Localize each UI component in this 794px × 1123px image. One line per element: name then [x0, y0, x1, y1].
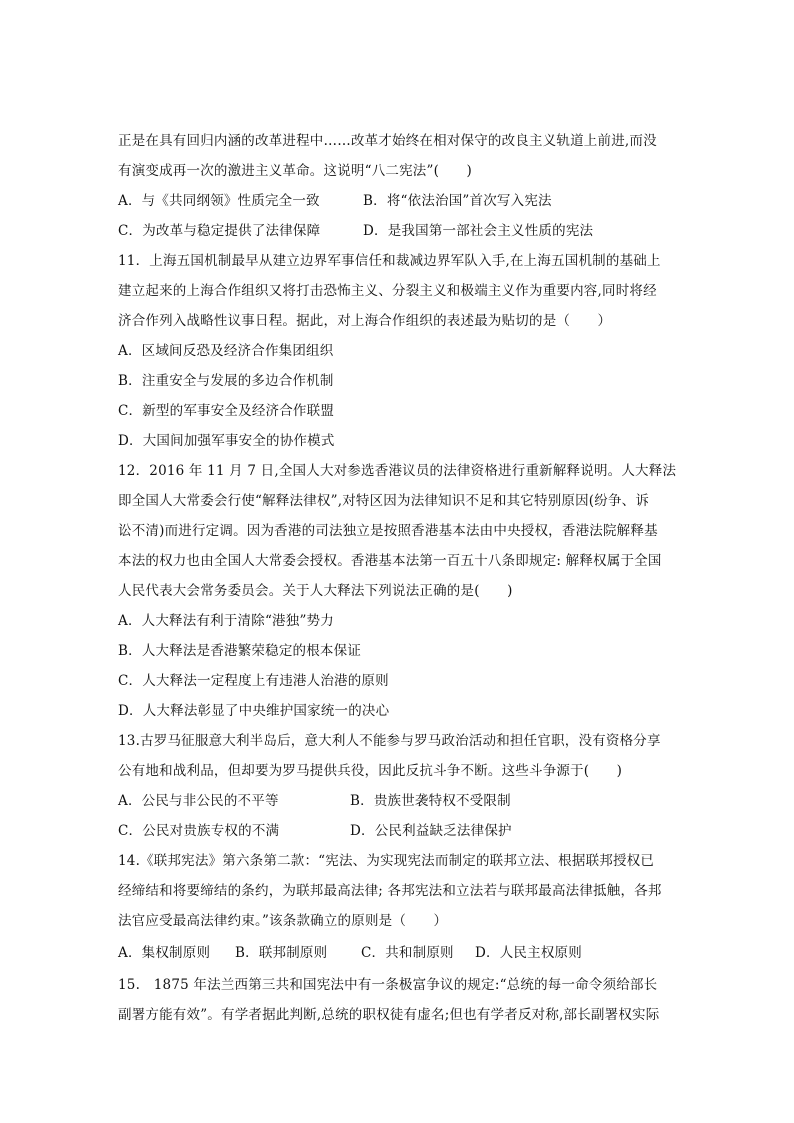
q14-option-a: A．集权制原则 [118, 945, 211, 961]
q10-option-d: D．是我国第一部社会主义性质的宪法 [363, 223, 594, 239]
q13-option-d: D．公民利益缺乏法律保护 [350, 823, 512, 839]
q14-stem-line-1: 14.《联邦宪法》第六条第二款：“宪法、为实现宪法而制定的联邦立法、根据联邦授权已 [118, 853, 655, 869]
q12-stem-line-4: 本法的权力也由全国人大常委会授权。香港基本法第一百五十八条即规定: 解释权属于全国 [118, 553, 662, 569]
q13-option-a: A．公民与非公民的不平等 [118, 793, 279, 809]
q12-option-a: A．人大释法有利于清除“港独”势力 [118, 613, 334, 629]
q12-option-c: C．人大释法一定程度上有违港人治港的原则 [118, 673, 389, 689]
q11-stem-line-3: 济合作列入战略性议事日程。据此，对上海合作组织的表述最为贴切的是（ ） [118, 313, 612, 329]
q11-stem-line-1: 11．上海五国机制最早从建立边界军事信任和裁减边界军队入手,在上海五国机制的基础上 [118, 253, 661, 269]
q10-option-b: B．将“依法治国”首次写入宪法 [363, 193, 552, 209]
q11-option-b: B．注重安全与发展的多边合作机制 [118, 373, 334, 389]
q10-option-c: C．为改革与稳定提供了法律保障 [118, 223, 321, 239]
q12-stem-line-3: 讼不清)而进行定调。因为香港的司法独立是按照香港基本法由中央授权，香港法院解释基 [118, 523, 658, 539]
q12-option-b: B．人大释法是香港繁荣稳定的根本保证 [118, 643, 362, 659]
q14-stem-line-2: 经缔结和将要缔结的条约，为联邦最高法律; 各邦宪法和立法若与联邦最高法律抵触，各邦 [118, 883, 662, 899]
q12-stem-line-2: 即全国人大常委会行使“解释法律权”,对特区因为法律知识不足和其它特别原因(纷争、诉 [118, 493, 650, 509]
q11-stem-line-2: 建立起来的上海合作组织又将打击恐怖主义、分裂主义和极端主义作为重要内容,同时将经 [118, 283, 657, 299]
q13-option-b: B．贵族世袭特权不受限制 [350, 793, 511, 809]
q10-stem-line-1: 正是在具有回归内涵的改革进程中……改革才始终在相对保守的改良主义轨道上前进,而没 [118, 133, 657, 149]
q13-stem-line-2: 公有地和战利品，但却要为罗马提供兵役，因此反抗斗争不断。这些斗争源于( ) [118, 763, 623, 779]
q12-option-d: D．人大释法彰显了中央维护国家统一的决心 [118, 703, 390, 719]
q13-option-c: C．公民对贵族专权的不满 [118, 823, 280, 839]
q14-option-b: B．联邦制原则 [235, 945, 328, 961]
q14-option-d: D．人民主权原则 [475, 945, 582, 961]
q11-option-c: C．新型的军事安全及经济合作联盟 [118, 403, 335, 419]
q10-stem-line-2: 有演变成再一次的激进主义革命。这说明“八二宪法”( ) [118, 163, 472, 179]
q10-option-a: A．与《共同纲领》性质完全一致 [118, 193, 320, 209]
q11-option-a: A．区域间反恐及经济合作集团组织 [118, 343, 334, 359]
q14-stem-line-3: 法官应受最高法律约束。”该条款确立的原则是（ ） [118, 913, 448, 929]
q13-stem-line-1: 13.古罗马征服意大利半岛后，意大利人不能参与罗马政治活动和担任官职，没有资格分享 [118, 733, 661, 749]
q12-stem-line-1: 12．2016 年 11 月 7 日,全国人大对参选香港议员的法律资格进行重新解释说明。人大释法 [118, 463, 677, 479]
q15-stem-line-2: 副署方能有效”。有学者据此判断,总统的职权徒有虚名;但也有学者反对称,部长副署权实际 [118, 1007, 660, 1023]
q14-option-c: C．共和制原则 [361, 945, 454, 961]
q15-stem-line-1: 15. 1875 年法兰西第三共和国宪法中有一条极富争议的规定:“总统的每一命令须给部长 [118, 977, 658, 993]
q11-option-d: D．大国间加强军事安全的协作模式 [118, 433, 335, 449]
q12-stem-line-5: 人民代表大会常务委员会。关于人大释法下列说法正确的是( ) [118, 583, 513, 599]
